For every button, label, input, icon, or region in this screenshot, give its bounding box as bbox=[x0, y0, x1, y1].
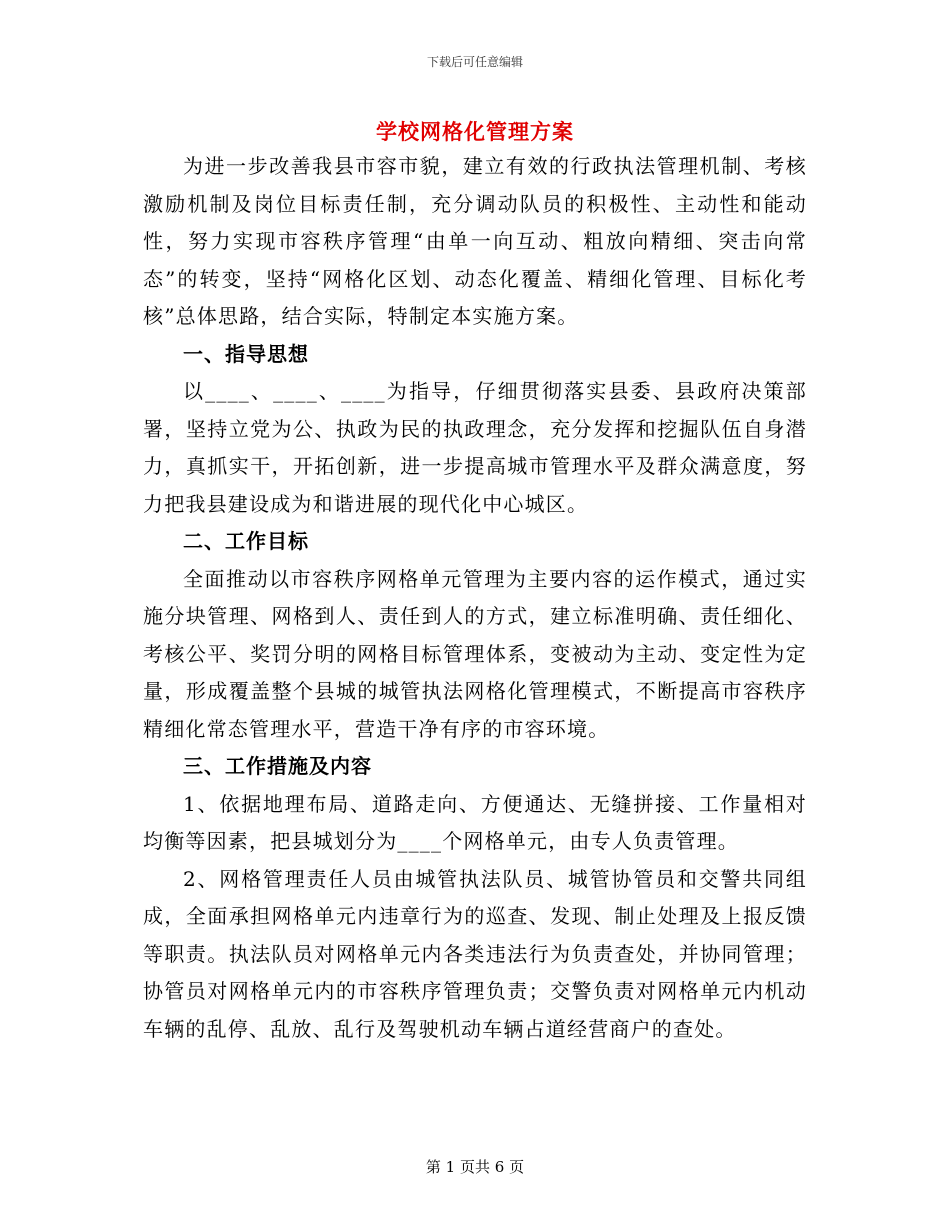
document-body bbox=[143, 148, 807, 1048]
section-heading-work-goals: 二、工作目标 bbox=[183, 529, 309, 553]
document-title: 学校网格化管理方案 bbox=[376, 119, 574, 144]
section-heading-guiding-ideology: 一、指导思想 bbox=[183, 341, 309, 366]
section-paragraph: 全面推动以市容秩序网格单元管理为主要内容的运作模式，通过实施分块管理、网格到人、责任到人的方式，建立标准明确、责任细化、考核公平、奖罚分明的网格目标管理体系，变被动为主动、变定性为定量，形成覆盖整个县城的城管执法网格化管理模式，不断提高市容秩序精细化常态管理水平，营造干净有序的市容环境。 bbox=[143, 566, 807, 741]
section-heading-work-measures: 三、工作措施及内容 bbox=[183, 754, 372, 778]
section-paragraph: 2、网格管理责任人员由城管执法队员、城管协管员和交警共同组成，全面承担网格单元内违章行为的巡查、发现、制止处理及上报反馈等职责。执法队员对网格单元内各类违法行为负责查处，并协同管理；协管员对网格单元内的市容秩序管理负责；交警负责对网格单元内机动车辆的乱停、乱放、乱行及驾驶机动车辆占道经营商户的查处。 bbox=[143, 866, 807, 1041]
section-paragraph: 以____、____、____为指导，仔细贯彻落实县委、县政府决策部署，坚持立党为公、执政为民的执政理念，充分发挥和挖掘队伍自身潜力，真抓实干，开拓创新，进一步提高城市管理水平及群众满意度，努力把我县建设成为和谐进展的现代化中心城区。 bbox=[143, 379, 807, 516]
intro-paragraph: 为进一步改善我县市容市貌，建立有效的行政执法管理机制、考核激励机制及岗位目标责任制，充分调动队员的积极性、主动性和能动性，努力实现市容秩序管理“由单一向互动、粗放向精细、突击向常态”的转变，坚持“网格化区划、动态化覆盖、精细化管理、目标化考核”总体思路，结合实际，特制定本实施方案。 bbox=[143, 154, 807, 328]
page-number: 第 1 页共 6 页 bbox=[425, 1158, 525, 1176]
section-paragraph: 1、依据地理布局、道路走向、方便通达、无缝拼接、工作量相对均衡等因素，把县城划分为____个网格单元，由专人负责管理。 bbox=[143, 791, 807, 853]
page-header-note: 下载后可任意编辑 bbox=[426, 55, 523, 69]
